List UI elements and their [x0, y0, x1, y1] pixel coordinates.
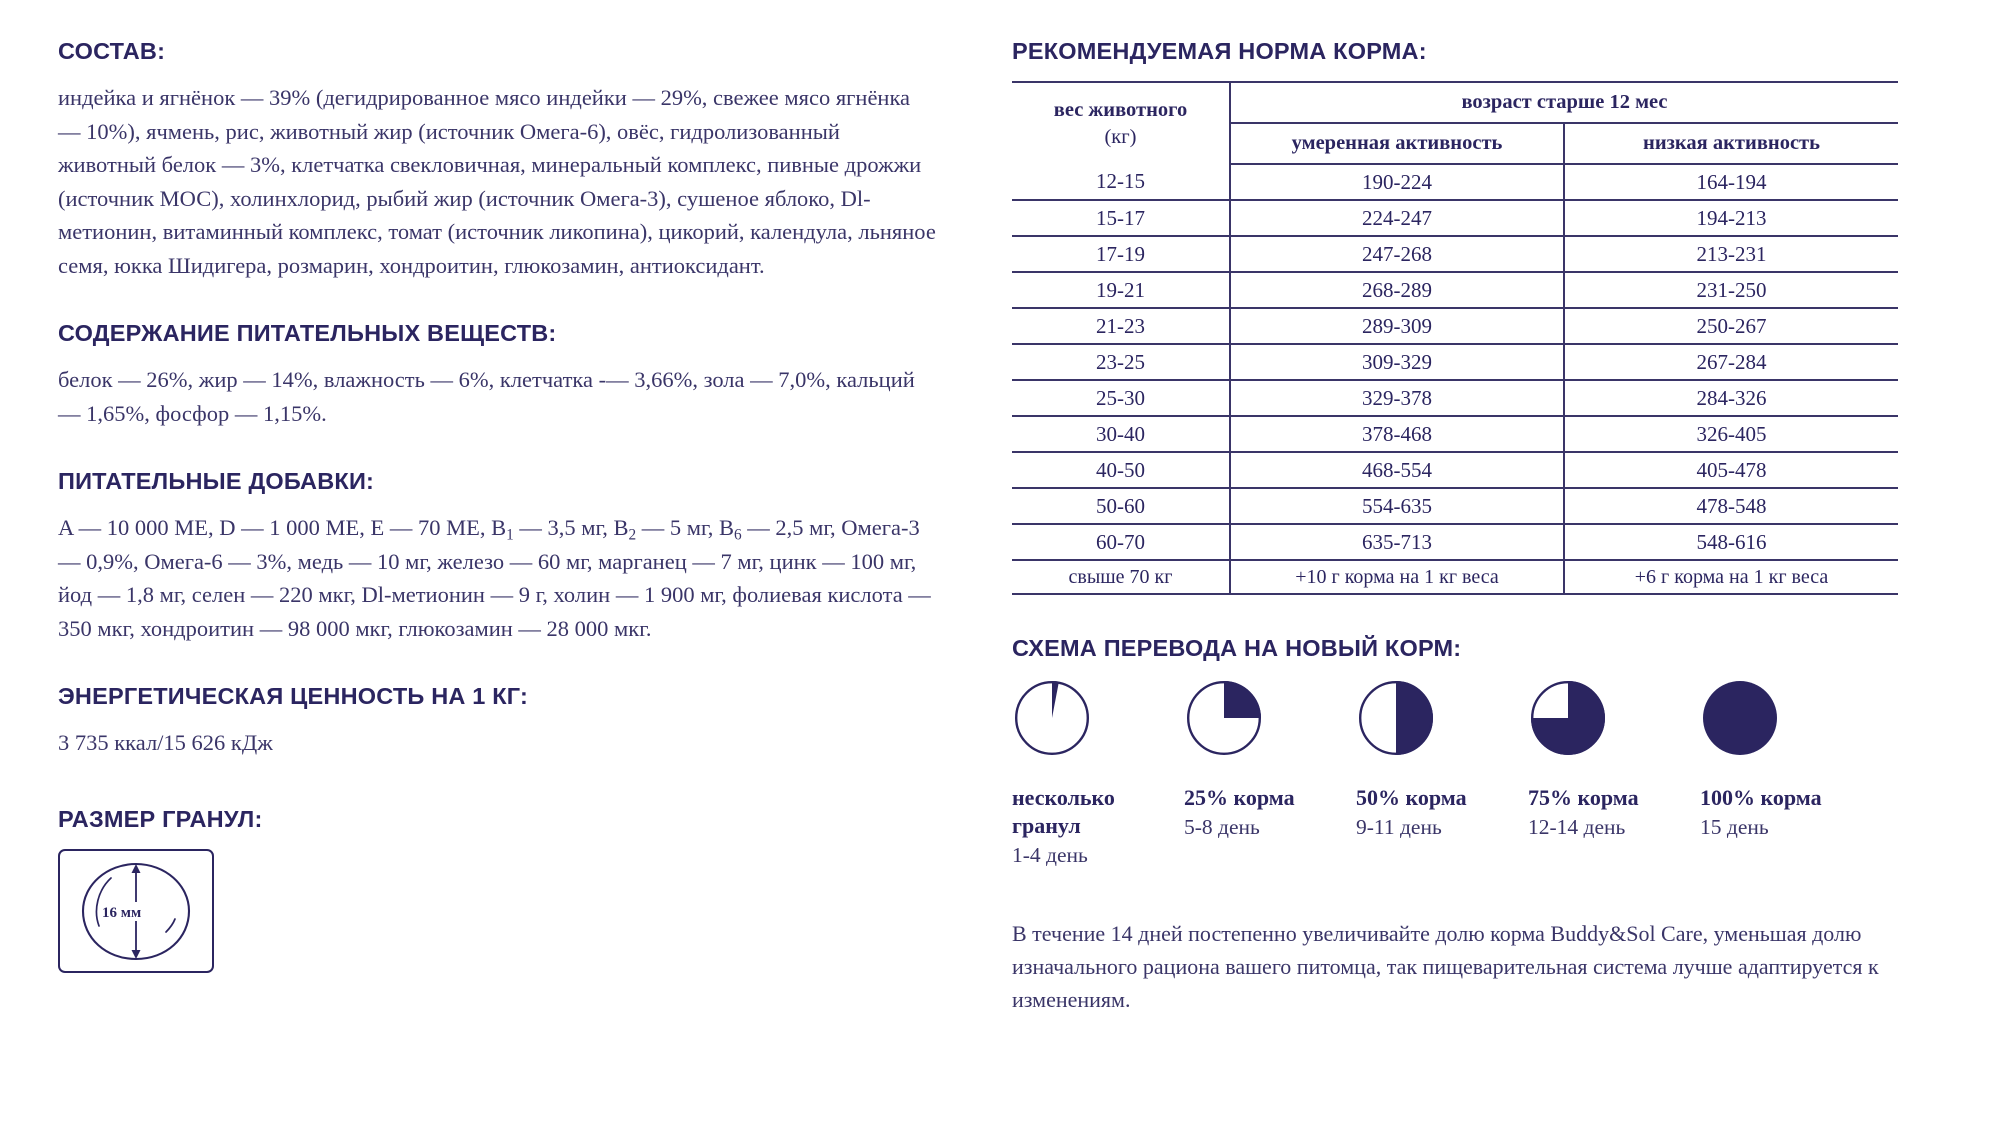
feeding-section: [1012, 38, 1912, 595]
table-row: [1012, 164, 1898, 200]
energy-value: 3 735 ккал/15 626 кДж: [58, 730, 273, 755]
table-row: [1012, 272, 1898, 308]
kibble-highlight-right: [166, 919, 175, 932]
transition-title: СХЕМА ПЕРЕВОДА НА НОВЫЙ КОРМ:: [1012, 635, 1462, 661]
transition-step-days: 5-8 день: [1184, 815, 1260, 839]
cell-weight: 15-17: [1012, 200, 1230, 236]
right-column: [1012, 38, 1912, 1038]
header-weight-line2: (кг): [1104, 125, 1137, 148]
additives-part-3: — 5 мг, B: [636, 515, 734, 540]
cell-weight: 12-15: [1012, 164, 1230, 200]
cell-moderate: 554-635: [1230, 488, 1564, 524]
pie-wrapper: [1184, 678, 1356, 758]
cell-low: 250-267: [1564, 308, 1898, 344]
additives-part-1: A — 10 000 МЕ, D — 1 000 МЕ, E — 70 МЕ, B: [58, 515, 507, 540]
pie-icon: [1356, 678, 1436, 758]
transition-step: [1184, 678, 1356, 843]
header-low-activity: низкая активность: [1564, 123, 1898, 164]
vitamin-b2-subscript: 2: [628, 526, 637, 544]
nutrients-section: [58, 320, 938, 430]
additives-section: [58, 468, 938, 645]
granule-title: РАЗМЕР ГРАНУЛ:: [58, 805, 263, 832]
granule-section: [58, 806, 938, 973]
left-column: [58, 38, 938, 1011]
additives-part-2: — 3,5 мг, B: [513, 515, 629, 540]
arrow-head-bottom: [132, 950, 141, 959]
pie-full-slice: [1703, 681, 1777, 755]
composition-title: СОСТАВ:: [58, 38, 166, 64]
cell-weight: 17-19: [1012, 236, 1230, 272]
table-row: [1012, 236, 1898, 272]
transition-step-label: 25% корма: [1184, 785, 1295, 810]
transition-step: [1012, 678, 1184, 871]
cell-moderate: 190-224: [1230, 164, 1564, 200]
cell-moderate: 268-289: [1230, 272, 1564, 308]
pie-wrapper: [1012, 678, 1184, 758]
cell-weight: 40-50: [1012, 452, 1230, 488]
cell-moderate: 309-329: [1230, 344, 1564, 380]
transition-step: [1528, 678, 1700, 843]
nutrients-title: СОДЕРЖАНИЕ ПИТАТЕЛЬНЫХ ВЕЩЕСТВ:: [58, 320, 557, 346]
pie-filled-slice: [1396, 681, 1433, 755]
pie-icon: [1012, 678, 1092, 758]
cell-weight: 30-40: [1012, 416, 1230, 452]
vitamin-b1-subscript: 1: [506, 526, 514, 544]
transition-section: [1012, 635, 1912, 1016]
cell-weight: свыше 70 кг: [1012, 560, 1230, 594]
table-row: [1012, 560, 1898, 594]
cell-low: 284-326: [1564, 380, 1898, 416]
transition-step: [1700, 678, 1872, 843]
header-weight-line1: вес животного: [1053, 98, 1188, 121]
header-weight: [1012, 82, 1230, 164]
table-row: [1012, 488, 1898, 524]
energy-title: ЭНЕРГЕТИЧЕСКАЯ ЦЕННОСТЬ НА 1 КГ:: [58, 683, 529, 709]
table-row: [1012, 200, 1898, 236]
transition-step-days: 12-14 день: [1528, 815, 1626, 839]
energy-section: [58, 683, 938, 760]
table-header-row-1: [1012, 82, 1898, 123]
cell-low: 213-231: [1564, 236, 1898, 272]
feeding-table: [1012, 81, 1898, 595]
cell-weight: 19-21: [1012, 272, 1230, 308]
vitamin-b6-subscript: 6: [733, 526, 742, 544]
additives-title: ПИТАТЕЛЬНЫЕ ДОБАВКИ:: [58, 468, 375, 494]
pie-icon: [1700, 678, 1780, 758]
cell-weight: 50-60: [1012, 488, 1230, 524]
cell-low: 478-548: [1564, 488, 1898, 524]
transition-step-label: 100% корма: [1700, 785, 1822, 810]
transition-step-label: 75% корма: [1528, 785, 1639, 810]
granule-size-box: [58, 849, 214, 973]
cell-moderate: 247-268: [1230, 236, 1564, 272]
arrow-head-top: [132, 864, 141, 873]
nutrients-text: белок — 26%, жир — 14%, влажность — 6%, клетчатка -— 3,66%, зола — 7,0%, кальций — 1,65%, фосфор — 1,15%.: [58, 367, 915, 426]
cell-low: +6 г корма на 1 кг веса: [1564, 560, 1898, 594]
pie-wrapper: [1356, 678, 1528, 758]
cell-moderate: 378-468: [1230, 416, 1564, 452]
additives-part-4: — 2,5 мг, Омега-3 — 0,9%, Омега-6 — 3%, медь — 10 мг, железо — 60 мг, марганец — 7 мг, цинк — 100 мг, йод — 1,8 мг, селен — 220 мкг, Dl-метионин — 9 г, холин — 1 900 мг, фолиевая кислота — 350 мкг, хондроитин — 98 000 мкг, глюкозамин — 28 000 мкг.: [58, 515, 931, 641]
table-row: [1012, 380, 1898, 416]
transition-step-days: 1-4 день: [1012, 843, 1088, 867]
cell-weight: 25-30: [1012, 380, 1230, 416]
transition-steps: [1012, 678, 1912, 871]
additives-text: [58, 511, 938, 645]
transition-step-label: 50% корма: [1356, 785, 1467, 810]
cell-moderate: 635-713: [1230, 524, 1564, 560]
cell-moderate: 224-247: [1230, 200, 1564, 236]
composition-section: [58, 38, 938, 282]
table-row: [1012, 524, 1898, 560]
cell-weight: 60-70: [1012, 524, 1230, 560]
cell-weight: 21-23: [1012, 308, 1230, 344]
cell-moderate: 468-554: [1230, 452, 1564, 488]
feeding-title: РЕКОМЕНДУЕМАЯ НОРМА КОРМА:: [1012, 38, 1427, 64]
transition-step-label: несколько гранул: [1012, 785, 1115, 838]
cell-low: 194-213: [1564, 200, 1898, 236]
cell-low: 231-250: [1564, 272, 1898, 308]
transition-step-days: 15 день: [1700, 815, 1769, 839]
feeding-table-body: [1012, 164, 1898, 594]
header-age-group: возраст старше 12 мес: [1230, 82, 1898, 123]
cell-low: 548-616: [1564, 524, 1898, 560]
cell-moderate: 329-378: [1230, 380, 1564, 416]
cell-weight: 23-25: [1012, 344, 1230, 380]
pie-filled-slice: [1052, 681, 1059, 718]
transition-step-days: 9-11 день: [1356, 815, 1442, 839]
feeding-table-head: [1012, 82, 1898, 164]
cell-low: 267-284: [1564, 344, 1898, 380]
cell-low: 326-405: [1564, 416, 1898, 452]
cell-moderate: +10 г корма на 1 кг веса: [1230, 560, 1564, 594]
table-row: [1012, 416, 1898, 452]
cell-low: 405-478: [1564, 452, 1898, 488]
cell-low: 164-194: [1564, 164, 1898, 200]
pie-icon: [1528, 678, 1608, 758]
pie-icon: [1184, 678, 1264, 758]
composition-text: индейка и ягнёнок — 39% (дегидрированное мясо индейки — 29%, свежее мясо ягнёнка — 10%), ячмень, рис, животный жир (источник Омега-6), овёс, гидролизованный животный белок — 3%, клетчатка свекловичная, минеральный комплекс, пивные дрожжи (источник МОС), холинхлорид, рыбий жир (источник Омега-3), сушеное яблоко, Dl-метионин, витаминный комплекс, томат (источник ликопина), цикорий, календула, льняное семя, юкка Шидигера, розмарин, хондроитин, глюкозамин, антиоксидант.: [58, 85, 936, 278]
table-row: [1012, 308, 1898, 344]
table-row: [1012, 344, 1898, 380]
header-moderate-activity: умеренная активность: [1230, 123, 1564, 164]
table-row: [1012, 452, 1898, 488]
transition-step: [1356, 678, 1528, 843]
granule-diagram: [71, 856, 201, 966]
transition-note: В течение 14 дней постепенно увеличивайте долю корма Buddy&Sol Care, уменьшая долю изначального рациона вашего питомца, так пищеварительная система лучше адаптируется к изменениям.: [1012, 921, 1879, 1012]
cell-moderate: 289-309: [1230, 308, 1564, 344]
granule-size-label: 16 мм: [102, 904, 142, 921]
pie-wrapper: [1700, 678, 1872, 758]
pie-wrapper: [1528, 678, 1700, 758]
